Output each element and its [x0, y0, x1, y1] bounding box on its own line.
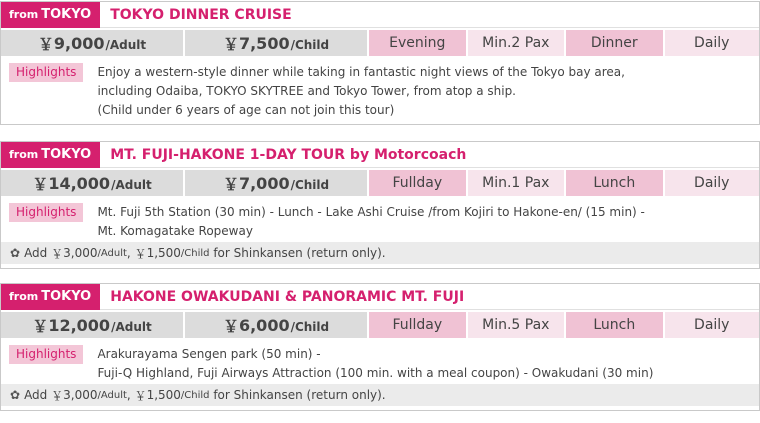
from-city: TOKYO	[41, 289, 92, 304]
highlight-line: (Child under 6 years of age can not join this tour)	[97, 103, 395, 117]
highlight-line: Fuji-Q Highland, Fuji Airways Attraction (100 min. with a meal coupon) - Owakudani (30 min)	[97, 366, 654, 380]
from-tokyo-tag	[1, 2, 100, 28]
addon-row	[1, 384, 759, 406]
addon-suffix: for Shinkansen (return only).	[209, 388, 386, 402]
currency-symbol: ￥	[51, 246, 64, 261]
addon-adult-price: 3,000	[63, 388, 98, 402]
tour-title[interactable]: MT. FUJI-HAKONE 1-DAY TOUR by Motorcoach	[110, 146, 467, 163]
meal-tag: Lunch	[566, 312, 662, 338]
adult-price-value: 12,000	[48, 315, 111, 335]
highlights-text	[97, 203, 645, 238]
highlights-badge: Highlights	[9, 345, 83, 364]
tour-card-fuji-hakone	[0, 141, 760, 269]
from-small: from	[9, 290, 39, 303]
adult-price	[1, 312, 183, 338]
addon-row	[1, 242, 759, 264]
addon-child-unit: /Child	[180, 389, 210, 401]
from-tokyo-tag	[1, 142, 100, 168]
addon-adult-price: 3,000	[63, 246, 98, 260]
highlights-badge: Highlights	[9, 203, 83, 222]
meal-tag: Dinner	[566, 30, 662, 56]
child-unit: /Child	[290, 38, 330, 52]
frequency-tag: Daily	[665, 30, 760, 56]
child-price-value: 7,500	[238, 33, 290, 53]
tour-header	[1, 142, 759, 168]
addon-sep: ,	[126, 246, 135, 260]
currency-symbol: ￥	[222, 316, 239, 336]
highlight-line: including Odaiba, TOKYO SKYTREE and Tokyo Tower, from atop a ship.	[97, 84, 516, 98]
tour-header	[1, 2, 759, 28]
child-unit: /Child	[290, 320, 330, 334]
currency-symbol: ￥	[32, 316, 49, 336]
pax-tag: Min.5 Pax	[468, 312, 564, 338]
adult-price	[1, 30, 183, 56]
child-unit: /Child	[290, 178, 330, 192]
adult-unit: /Adult	[111, 320, 152, 334]
tour-header	[1, 284, 759, 310]
flower-icon: ✿	[10, 246, 21, 260]
adult-price-value: 9,000	[53, 33, 105, 53]
currency-symbol: ￥	[222, 34, 239, 54]
addon-child-unit: /Child	[180, 247, 210, 259]
highlight-line: Mt. Fuji 5th Station (30 min) - Lunch - Lake Ashi Cruise /from Kojiri to Hakone-en/ (15 min) -	[97, 205, 645, 219]
addon-prefix: Add	[24, 388, 52, 402]
addon-child-price: 1,500	[146, 388, 181, 402]
tour-title[interactable]: TOKYO DINNER CRUISE	[110, 6, 292, 23]
addon-sep: ,	[126, 388, 135, 402]
highlights-section	[1, 196, 759, 242]
time-tag: Evening	[369, 30, 465, 56]
adult-price-value: 14,000	[48, 173, 111, 193]
from-small: from	[9, 8, 39, 21]
addon-adult-unit: /Adult	[97, 389, 127, 401]
meal-tag: Lunch	[566, 170, 662, 196]
currency-symbol: ￥	[37, 34, 54, 54]
currency-symbol: ￥	[51, 388, 64, 403]
addon-prefix: Add	[24, 246, 52, 260]
child-price-value: 6,000	[238, 315, 290, 335]
highlight-line: Enjoy a western-style dinner while taking in fantastic night views of the Tokyo bay area,	[97, 65, 625, 79]
currency-symbol: ￥	[134, 246, 147, 261]
from-city: TOKYO	[41, 7, 92, 22]
tour-info-row	[1, 170, 759, 196]
child-price	[185, 30, 367, 56]
from-city: TOKYO	[41, 147, 92, 162]
highlights-section	[1, 338, 759, 384]
child-price	[185, 312, 367, 338]
currency-symbol: ￥	[222, 174, 239, 194]
frequency-tag: Daily	[665, 170, 760, 196]
time-tag: Fullday	[369, 170, 465, 196]
tour-title[interactable]: HAKONE OWAKUDANI & PANORAMIC MT. FUJI	[110, 288, 465, 305]
tour-card-dinner-cruise	[0, 1, 760, 125]
flower-icon: ✿	[10, 388, 21, 402]
highlights-text	[97, 345, 654, 380]
highlights-section	[1, 56, 759, 127]
adult-unit: /Adult	[111, 178, 152, 192]
highlights-badge: Highlights	[9, 63, 83, 82]
highlight-line: Arakurayama Sengen park (50 min) -	[97, 347, 321, 361]
addon-child-price: 1,500	[146, 246, 181, 260]
tour-info-row	[1, 312, 759, 338]
addon-adult-unit: /Adult	[97, 247, 127, 259]
pax-tag: Min.2 Pax	[468, 30, 564, 56]
adult-price	[1, 170, 183, 196]
child-price-value: 7,000	[238, 173, 290, 193]
currency-symbol: ￥	[134, 388, 147, 403]
frequency-tag: Daily	[665, 312, 760, 338]
highlight-line: Mt. Komagatake Ropeway	[97, 224, 253, 238]
adult-unit: /Adult	[105, 38, 147, 52]
currency-symbol: ￥	[32, 174, 49, 194]
child-price	[185, 170, 367, 196]
tour-card-hakone-owakudani	[0, 283, 760, 411]
addon-suffix: for Shinkansen (return only).	[209, 246, 386, 260]
tour-info-row	[1, 30, 759, 56]
highlights-text	[97, 63, 625, 120]
from-tokyo-tag	[1, 284, 100, 310]
time-tag: Fullday	[369, 312, 465, 338]
pax-tag: Min.1 Pax	[468, 170, 564, 196]
from-small: from	[9, 148, 39, 161]
